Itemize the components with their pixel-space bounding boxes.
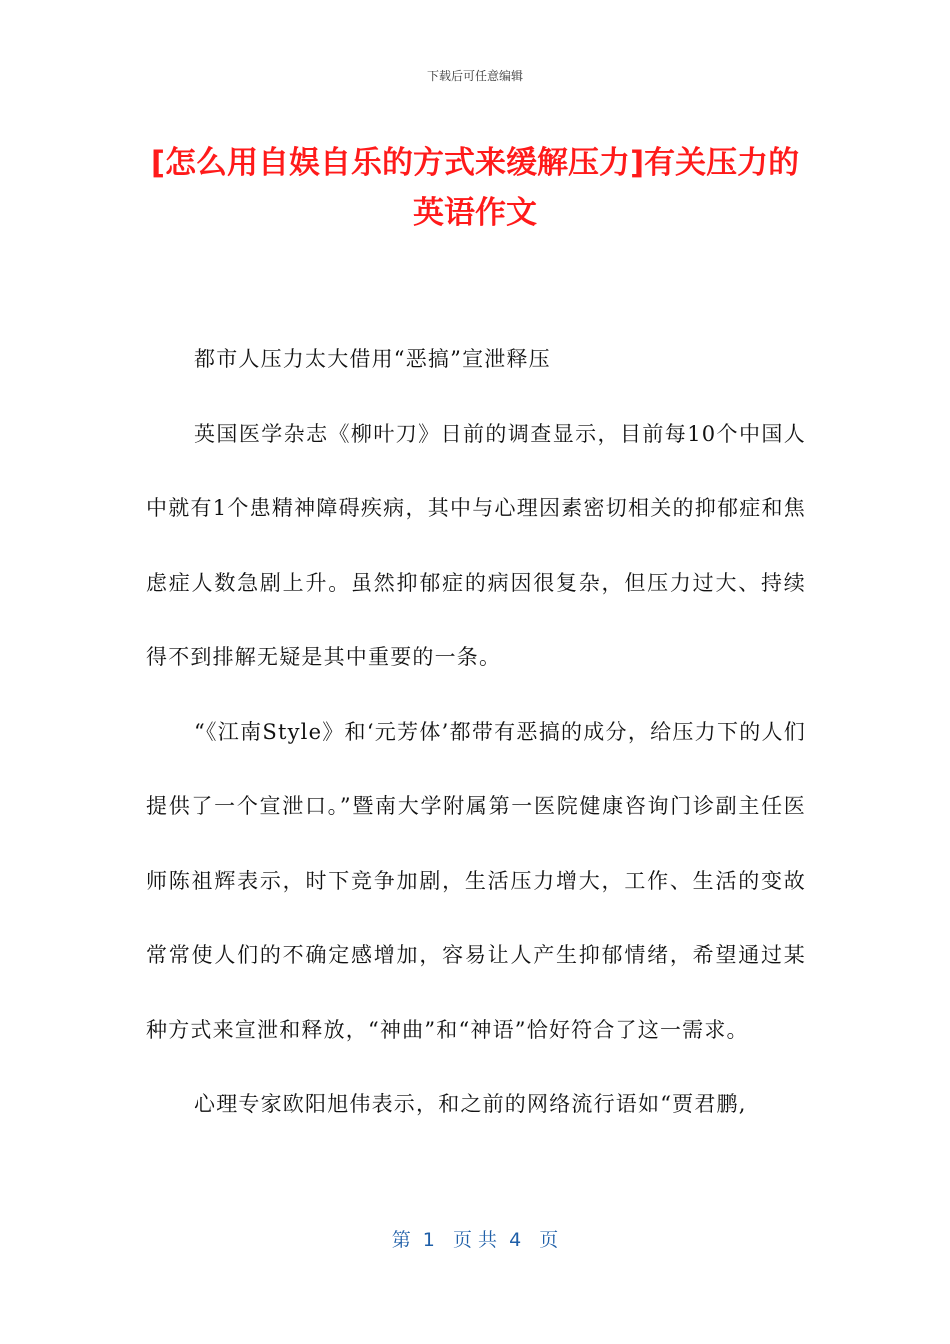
paragraph: 都市人压力太大借用“恶搞”宣泄释压: [194, 347, 551, 371]
paragraph: “《江南Style》和‘元芳体’都带有恶搞的成分，给压力下的人们提供了一个宣泄口。”暨南大学附属第一医院健康咨询门诊副主任医师陈祖辉表示，时下竞争加剧，生活压力增大，工作、生活的变故常常使人们的不确定感增加，容易让人产生抑郁情绪，希望通过某种方式来宣泄和释放，“神曲”和“神语”恰好符合了这一需求。: [146, 719, 806, 1042]
paragraph: 英国医学杂志《柳叶刀》日前的调查显示，目前每10个中国人中就有1个患精神障碍疾病，其中与心理因素密切相关的抑郁症和焦虑症人数急剧上升。虽然抑郁症的病因很复杂，但压力过大、持续得不到排解无疑是其中重要的一条。: [146, 421, 806, 669]
page-number: 第 1 页 共 4 页: [391, 1229, 559, 1251]
paragraph: 心理专家欧阳旭伟表示，和之前的网络流行语如“贾君鹏,: [194, 1092, 747, 1116]
header-note: 下载后可任意编辑: [426, 69, 523, 83]
document-body: [146, 322, 806, 1142]
document-title: [怎么用自娱自乐的方式来缓解压力]有关压力的英语作文: [150, 145, 800, 231]
